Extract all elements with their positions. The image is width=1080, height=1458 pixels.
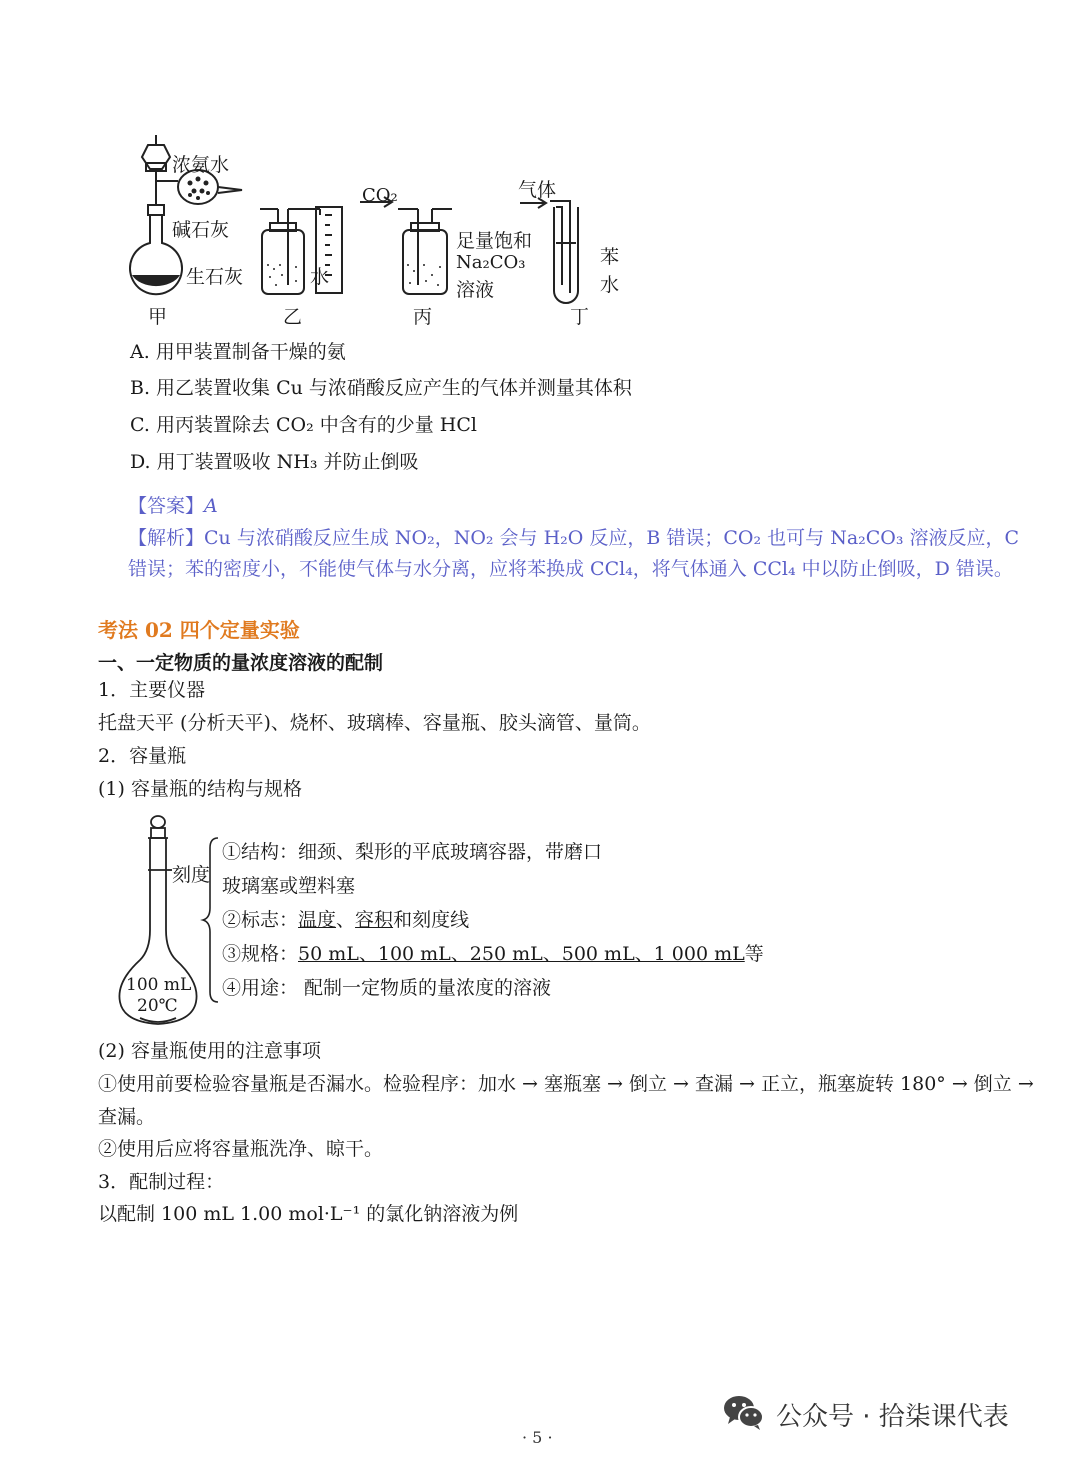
para-leak-check: ①使用前要检验容量瓶是否漏水。检验程序：加水 → 塞瓶塞 → 倒立 → 查漏 → 正立，瓶塞旋转 180° → 倒立 → <box>98 1073 1034 1095</box>
flask-item-use: ④用途： 配制一定物质的量浓度的溶液 <box>222 977 552 999</box>
flask-item-specs-suffix: 等 <box>744 943 764 965</box>
option-c: C. 用丙装置除去 CO₂ 中含有的少量 HCl <box>130 414 477 436</box>
brace <box>200 836 220 1004</box>
brace-drawing <box>200 836 220 1004</box>
label-quicklime: 生石灰 <box>186 266 244 288</box>
label-gas: 气体 <box>518 179 557 201</box>
wechat-icon-drawing <box>722 1392 766 1432</box>
para-after-use: ②使用后应将容量瓶洗净、晾干。 <box>98 1138 384 1160</box>
page-number: · 5 · <box>522 1428 553 1447</box>
label-benzene: 苯 <box>600 246 620 268</box>
option-b: B. 用乙装置收集 Cu 与浓硝酸反应产生的气体并测量其体积 <box>130 377 632 399</box>
device-label-jia: 甲 <box>148 306 168 328</box>
label-saturated-3: 溶液 <box>456 279 495 301</box>
answer-value: A <box>204 495 218 517</box>
para-example: 以配制 100 mL 1.00 mol·L⁻¹ 的氯化钠溶液为例 <box>98 1203 519 1225</box>
flask-scale-label: 刻度 <box>172 864 211 886</box>
para-leak-check-end: 查漏。 <box>98 1106 156 1128</box>
watermark-text: 公众号 · 拾柒课代表 <box>776 1402 1009 1432</box>
answer-line <box>128 491 218 518</box>
section-subtitle: 一、一定物质的量浓度溶液的配制 <box>98 652 384 674</box>
flask-specs-list: 50 mL、100 mL、250 mL、500 mL、1 000 mL <box>298 943 745 965</box>
para-main-instruments: 1．主要仪器 <box>98 679 206 701</box>
para-structure-spec: (1) 容量瓶的结构与规格 <box>98 778 302 800</box>
option-a: A. 用甲装置制备干燥的氨 <box>130 341 346 363</box>
para-volumetric-flask: 2．容量瓶 <box>98 745 187 767</box>
flask-volume-label: 100 mL <box>126 975 192 995</box>
label-co2: CO₂ <box>362 185 398 206</box>
device-label-yi: 乙 <box>283 306 303 328</box>
flask-item-specs-prefix: ③规格： <box>222 943 299 965</box>
flask-item-structure-b: 玻璃塞或塑料塞 <box>222 875 356 897</box>
option-d: D. 用丁装置吸收 NH₃ 并防止倒吸 <box>130 451 419 473</box>
device-label-ding: 丁 <box>570 306 590 328</box>
analysis-text-1: Cu 与浓硝酸反应生成 NO₂，NO₂ 会与 H₂O 反应，B 错误；CO₂ 也可与 Na₂CO₃ 溶液反应，C <box>204 527 1020 549</box>
para-preparation: 3．配制过程： <box>98 1171 225 1193</box>
label-saturated-1: 足量饱和 <box>456 230 533 252</box>
para-instruments-list: 托盘天平 (分析天平)、烧杯、玻璃棒、容量瓶、胶头滴管、量筒。 <box>98 712 651 734</box>
flask-mark-volume: 容积 <box>355 909 394 931</box>
analysis-line-2: 错误；苯的密度小，不能使气体与水分离，应将苯换成 CCl₄，将气体通入 CCl₄ 中以防止倒吸，D 错误。 <box>128 558 1013 580</box>
section-title: 考法 02 四个定量实验 <box>98 618 300 642</box>
flask-item-marks <box>222 911 469 930</box>
label-conc-ammonia: 浓氨水 <box>172 154 230 176</box>
label-water-2: 水 <box>600 274 620 296</box>
flask-temp-label: 20℃ <box>137 996 178 1016</box>
label-saturated-2: Na₂CO₃ <box>456 252 526 273</box>
label-soda-lime: 碱石灰 <box>172 219 230 241</box>
analysis-line-1 <box>128 523 1019 550</box>
flask-item-marks-prefix: ②标志： <box>222 909 299 931</box>
wechat-icon <box>722 1392 766 1432</box>
analysis-tag: 【解析】 <box>128 527 205 549</box>
flask-mark-temp: 温度 <box>298 909 337 931</box>
answer-tag: 【答案】 <box>128 495 205 517</box>
device-label-bing: 丙 <box>413 306 433 328</box>
flask-mark-sep: 、 <box>336 909 356 931</box>
flask-item-structure-a: ①结构：细颈、梨形的平底玻璃容器，带磨口 <box>222 841 603 863</box>
para-notes-title: (2) 容量瓶使用的注意事项 <box>98 1040 321 1062</box>
flask-item-marks-suffix: 和刻度线 <box>393 909 470 931</box>
flask-item-specs <box>222 945 764 964</box>
label-water: 水 <box>310 266 330 288</box>
